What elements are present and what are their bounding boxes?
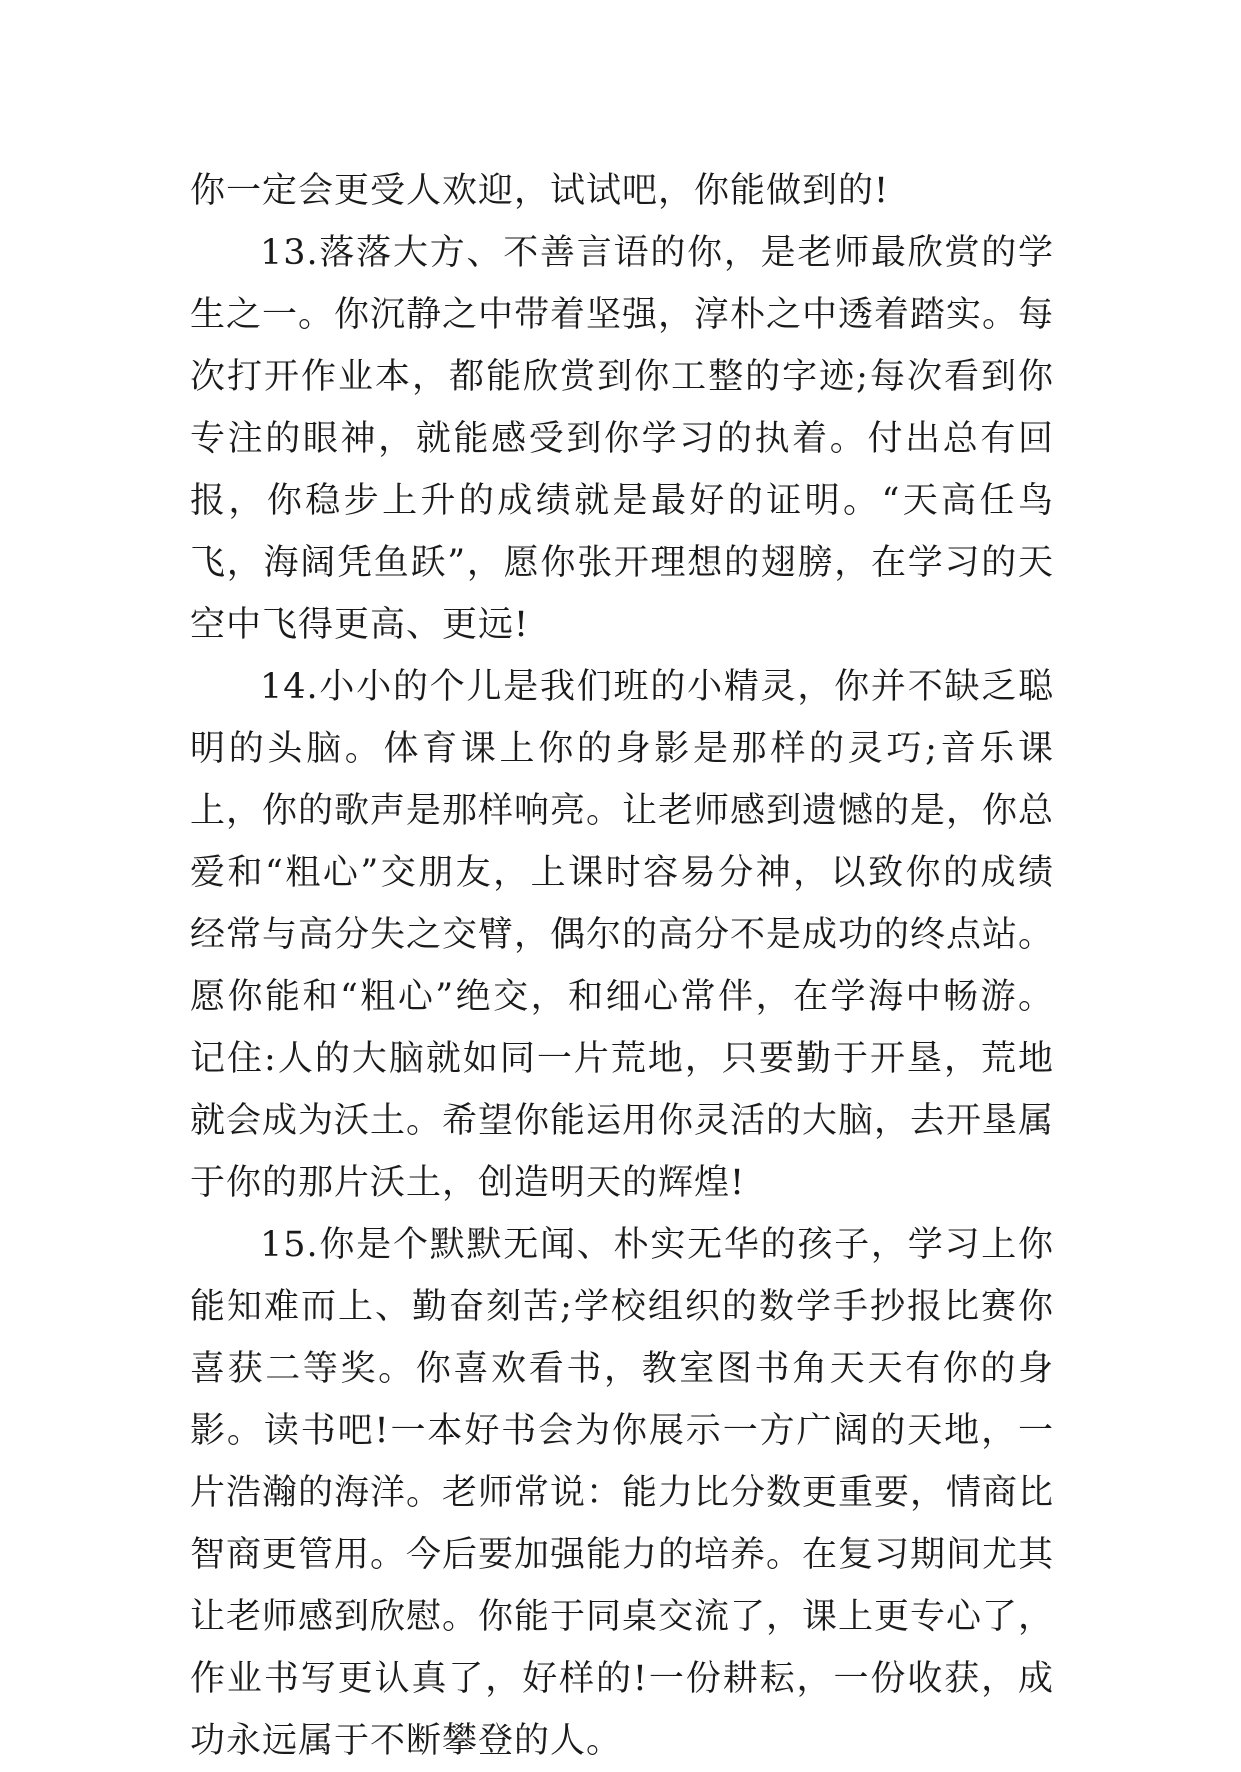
body-text <box>190 160 1054 1772</box>
paragraph-12-tail: 你一定会更受人欢迎，试试吧，你能做到的! <box>190 171 890 211</box>
paragraph-15: 15.你是个默默无闻、朴实无华的孩子，学习上你能知难而上、勤奋刻苦;学校组织的数学手抄报比赛你喜获二等奖。你喜欢看书，教室图书角天天有你的身影。读书吧!一本好书会为你展示一方广阔的天地，一片浩瀚的海洋。老师常说：能力比分数更重要，情商比智商更管用。今后要加强能力的培养。在复习期间尤其让老师感到欣慰。你能于同桌交流了，课上更专心了，作业书写更认真了，好样的!一份耕耘，一份收获，成功永远属于不断攀登的人。 <box>190 1225 1055 1761</box>
paragraph-13: 13.落落大方、不善言语的你，是老师最欣赏的学生之一。你沉静之中带着坚强，淳朴之中透着踏实。每次打开作业本，都能欣赏到你工整的字迹;每次看到你专注的眼神，就能感受到你学习的执着。付出总有回报，你稳步上升的成绩就是最好的证明。“天高任鸟飞，海阔凭鱼跃”，愿你张开理想的翅膀，在学习的天空中飞得更高、更远! <box>190 233 1055 645</box>
paragraph-14: 14.小小的个儿是我们班的小精灵，你并不缺乏聪明的头脑。体育课上你的身影是那样的灵巧;音乐课上，你的歌声是那样响亮。让老师感到遗憾的是，你总爱和“粗心”交朋友，上课时容易分神，以致你的成绩经常与高分失之交臂，偶尔的高分不是成功的终点站。愿你能和“粗心”绝交，和细心常伴，在学海中畅游。记住:人的大脑就如同一片荒地，只要勤于开垦，荒地就会成为沃土。希望你能运用你灵活的大脑，去开垦属于你的那片沃土，创造明天的辉煌! <box>190 667 1055 1203</box>
